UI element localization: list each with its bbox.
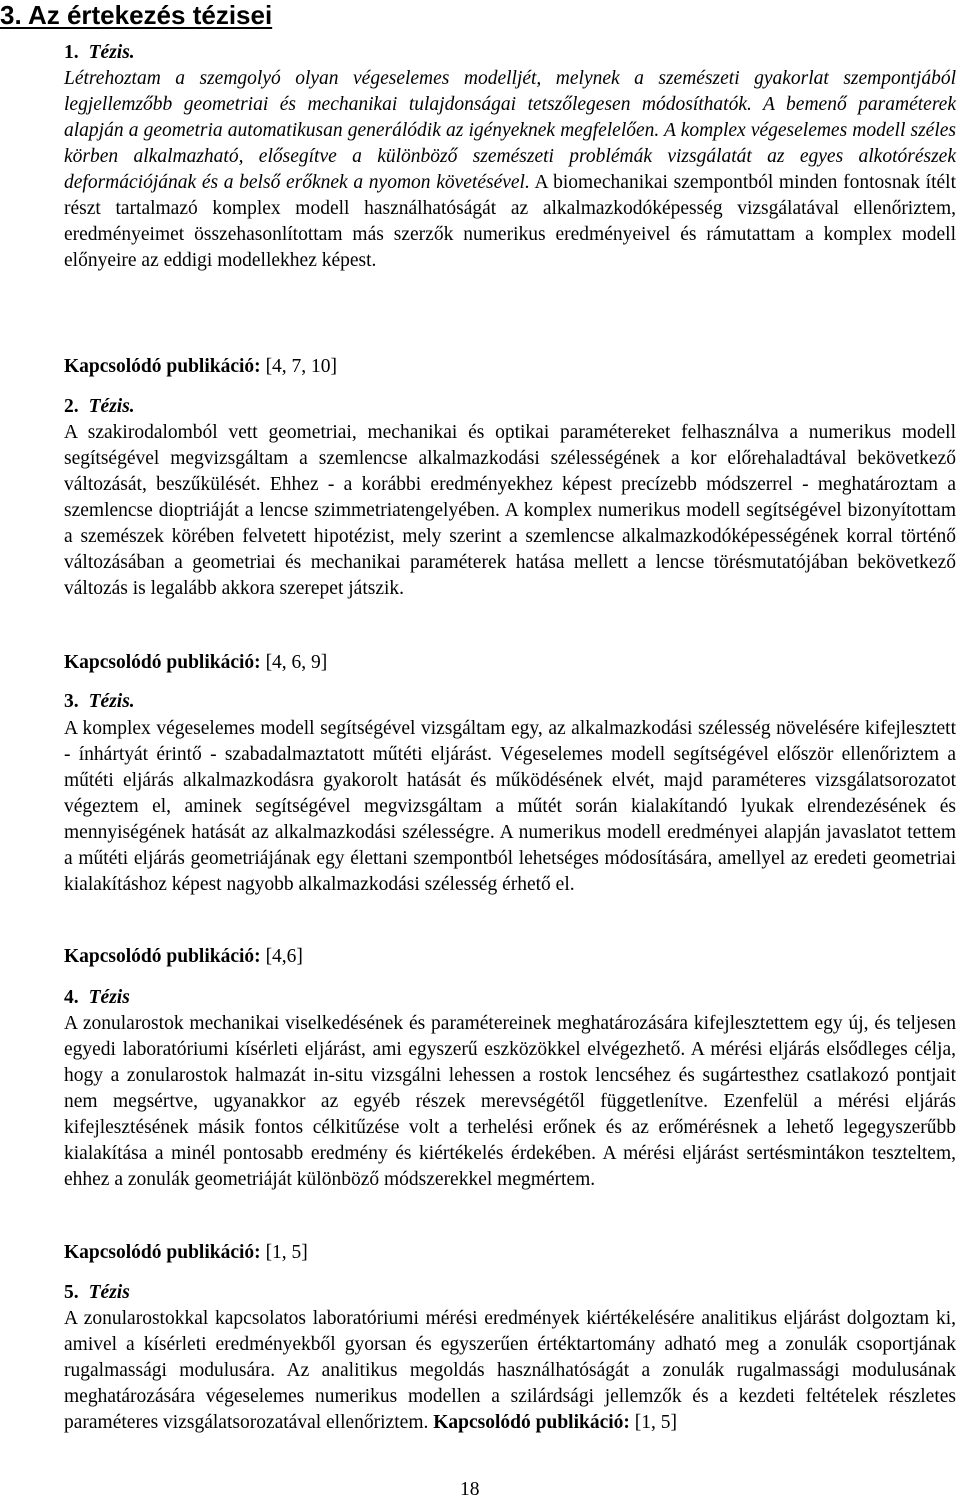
thesis-2-label: Tézis. xyxy=(88,396,135,417)
thesis-1-pub-refs: [4, 7, 10] xyxy=(265,356,338,377)
page-number: 18 xyxy=(460,1479,480,1500)
thesis-1-text xyxy=(64,66,956,274)
thesis-2-heading xyxy=(64,394,135,420)
thesis-5-label: Tézis xyxy=(88,1282,130,1303)
thesis-5-sentence-1: A zonularostokkal kapcsolatos laboratóriumi mérési eredmények kiértékelésére analitikus eljárást dolgoztam ki, amivel a kísérleti eredményekből gyorsan és egyszerűen értéktartomány adható meg a zonulák csoportjának rugalmassági modulusára. Az analitikus megoldás használhatóságát a zonulák rugalmassági modulusának meghatározására végeselemes numerikus modellen a szilárdsági jellemzők és a kezdeti feltételek részletes paraméteres vizsgálatsorozatával ellenőriztem. xyxy=(64,1308,956,1433)
thesis-2-publications xyxy=(64,650,327,676)
thesis-1-pub-label: Kapcsolódó publikáció: xyxy=(64,356,261,377)
thesis-3-text xyxy=(64,716,956,898)
thesis-2-pub-label: Kapcsolódó publikáció: xyxy=(64,652,261,673)
thesis-1-label: Tézis. xyxy=(88,42,135,63)
thesis-3-sentence-1: A komplex végeselemes modell segítségével vizsgáltam egy, az alkalmazkodási szélesség növelésére kifejlesztett - ínhártyát érintő - szabadalmaztatott műtéti eljárást. Végeselemes modell segítségével először ellenőriztem a műtéti eljárás alkalmazkodásra gyakorolt hatását és működésének elvét, majd paraméteres vizsgálatsorozatot végeztem el, aminek segítségével megvizsgáltam a műtét során kialakítandó lyukak elrendezésének és mennyiségének hatását az alkalmazkodási szélességre. A numerikus modell eredményei alapján javaslatot tettem a műtéti eljárás geometriájának egy élettani szempontból lehetséges módosítására, amellyel az eredeti geometriai kialakításhoz képest nagyobb alkalmazkodási szélesség érhető el. xyxy=(64,718,956,895)
thesis-5-number: 5. xyxy=(64,1282,79,1303)
thesis-1-sentence-2: A biomechanikai szempontból minden fontosnak ítélt részt tartalmazó komplex modell használhatóságát az alkalmazkodóképesség vizsgálatával ellenőriztem, eredményeimet összehasonlítottam más szerzők numerikus eredményeivel és rámutattam a komplex modell előnyeire az eddigi modellekhez képest. xyxy=(64,172,956,271)
thesis-2-text xyxy=(64,420,956,602)
thesis-2-pub-refs: [4, 6, 9] xyxy=(265,652,328,673)
thesis-2-number: 2. xyxy=(64,396,79,417)
thesis-5-pub-refs: [1, 5] xyxy=(634,1412,678,1433)
thesis-3-number: 3. xyxy=(64,691,79,712)
thesis-5-heading xyxy=(64,1280,130,1306)
thesis-1-sentence-1: Létrehoztam a szemgolyó olyan végeselemes modelljét, melynek a szemészeti gyakorlat szempontjából legjellemzőbb geometriai és mechanikai tulajdonságai tetszőlegesen módosíthatók. A bemenő paraméterek alapján a geometria automatikusan generálódik az igényeknek megfelelően. A komplex végeselemes modell széles körben alkalmazható, elősegítve a különböző szemészeti problémák vizsgálatát az egyes alkotórészek deformációjának és a belső erőknek a nyomon követésével. xyxy=(64,68,956,193)
thesis-5-pub-label: Kapcsolódó publikáció: xyxy=(433,1412,630,1433)
thesis-4-text xyxy=(64,1011,956,1193)
thesis-4-pub-label: Kapcsolódó publikáció: xyxy=(64,1242,261,1263)
section-title: 3. Az értekezés tézisei xyxy=(0,0,273,30)
thesis-4-publications xyxy=(64,1240,308,1266)
thesis-1-number: 1. xyxy=(64,42,79,63)
thesis-1-publications xyxy=(64,354,337,380)
thesis-3-label: Tézis. xyxy=(88,691,135,712)
thesis-3-heading xyxy=(64,689,135,715)
thesis-5-text xyxy=(64,1306,956,1436)
thesis-3-pub-label: Kapcsolódó publikáció: xyxy=(64,946,261,967)
thesis-3-publications xyxy=(64,944,303,970)
thesis-4-pub-refs: [1, 5] xyxy=(265,1242,308,1263)
thesis-1-heading xyxy=(64,40,135,66)
thesis-4-sentence-1: A zonularostok mechanikai viselkedésének és paramétereinek meghatározására kifejlesztettem egy új, és teljesen egyedi laboratóriumi kísérleti eljárást, ami egyszerű eszközökkel elvégezhető. A mérési eljárás elsődleges célja, hogy a zonularostok halmazát in-situ vizsgálni lehessen a rostok lencséhez és sugártesthez csatlakozó pontjait nem megsértve, ugyanakkor az egyéb részek merevségétől függetlenítve. Ezenfelül a mérési eljárás kifejlesztésének másik fontos célkitűzése volt a terhelési erőnek és az erőmérésnek a lehető legegyszerűbb kialakítása a minél pontosabb eredmény és kiértékelés érdekében. A mérési eljárást sertésmintákon teszteltem, ehhez a zonulák geometriáját különböző módszerekkel megmértem. xyxy=(64,1013,956,1190)
thesis-3-pub-refs: [4,6] xyxy=(265,946,303,967)
thesis-4-heading xyxy=(64,985,130,1011)
thesis-4-label: Tézis xyxy=(88,987,130,1008)
thesis-2-sentence-1: A szakirodalomból vett geometriai, mechanikai és optikai paramétereket felhasználva a numerikus modell segítségével megvizsgáltam a szemlencse alkalmazkodási szélességének a kor előrehaladtával bekövetkező változását, beszűkülését. Ehhez - a korábbi eredményekhez képest precízebb módszerrel - meghatároztam a szemlencse dioptriáját a lencse szimmetriatengelyében. A komplex numerikus modell segítségével bizonyítottam a szemészek körében felvetett hipotézist, mely szerint a szemlencse alkalmazkodóképességének korral történő változásában a geometriai és mechanikai paraméterek hatása mellett a lencse törésmutatójában bekövetkező változás is legalább akkora szerepet játszik. xyxy=(64,422,956,599)
thesis-4-number: 4. xyxy=(64,987,79,1008)
